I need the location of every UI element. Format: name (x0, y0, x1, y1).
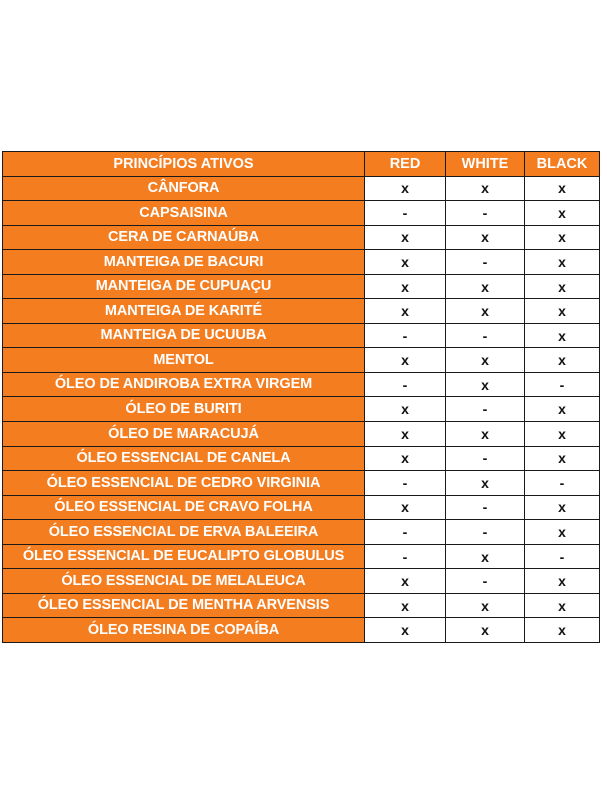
red-mark: x (365, 274, 446, 299)
ingredient-name: ÓLEO ESSENCIAL DE CANELA (3, 446, 365, 471)
black-mark: x (525, 593, 600, 618)
ingredient-name: CAPSAISINA (3, 201, 365, 226)
ingredient-name: ÓLEO ESSENCIAL DE EUCALIPTO GLOBULUS (3, 544, 365, 569)
table-row (3, 348, 600, 373)
white-mark: x (446, 274, 525, 299)
red-mark: x (365, 299, 446, 324)
ingredients-table-container (2, 151, 599, 643)
ingredient-name: MANTEIGA DE UCUUBA (3, 323, 365, 348)
white-mark: - (446, 446, 525, 471)
header-white: WHITE (446, 152, 525, 177)
white-mark: - (446, 323, 525, 348)
red-mark: - (365, 520, 446, 545)
ingredient-name: ÓLEO DE MARACUJÁ (3, 422, 365, 447)
table-row (3, 422, 600, 447)
ingredient-name: ÓLEO ESSENCIAL DE MELALEUCA (3, 569, 365, 594)
red-mark: x (365, 348, 446, 373)
white-mark: - (446, 569, 525, 594)
white-mark: - (446, 520, 525, 545)
table-row (3, 618, 600, 643)
white-mark: x (446, 422, 525, 447)
table-row (3, 471, 600, 496)
ingredient-name: MANTEIGA DE KARITÉ (3, 299, 365, 324)
table-row (3, 176, 600, 201)
white-mark: - (446, 397, 525, 422)
black-mark: x (525, 348, 600, 373)
black-mark: x (525, 446, 600, 471)
red-mark: x (365, 225, 446, 250)
black-mark: x (525, 569, 600, 594)
table-row (3, 520, 600, 545)
ingredient-name: MENTOL (3, 348, 365, 373)
table-row (3, 274, 600, 299)
table-row (3, 446, 600, 471)
red-mark: x (365, 593, 446, 618)
ingredient-name: ÓLEO ESSENCIAL DE CEDRO VIRGINIA (3, 471, 365, 496)
red-mark: x (365, 618, 446, 643)
table-row (3, 201, 600, 226)
white-mark: x (446, 593, 525, 618)
black-mark: x (525, 250, 600, 275)
table-row (3, 250, 600, 275)
ingredient-name: ÓLEO RESINA DE COPAÍBA (3, 618, 365, 643)
white-mark: - (446, 495, 525, 520)
red-mark: - (365, 323, 446, 348)
black-mark: x (525, 323, 600, 348)
black-mark: x (525, 520, 600, 545)
header-ingredient: PRINCÍPIOS ATIVOS (3, 152, 365, 177)
table-row (3, 323, 600, 348)
black-mark: x (525, 618, 600, 643)
header-row (3, 152, 600, 177)
red-mark: - (365, 372, 446, 397)
black-mark: x (525, 397, 600, 422)
ingredient-name: CÂNFORA (3, 176, 365, 201)
table-row (3, 544, 600, 569)
white-mark: x (446, 618, 525, 643)
header-red: RED (365, 152, 446, 177)
table-row (3, 372, 600, 397)
white-mark: x (446, 176, 525, 201)
table-row (3, 569, 600, 594)
red-mark: x (365, 446, 446, 471)
table-row (3, 299, 600, 324)
header-black: BLACK (525, 152, 600, 177)
white-mark: x (446, 348, 525, 373)
red-mark: - (365, 471, 446, 496)
table-row (3, 397, 600, 422)
red-mark: x (365, 495, 446, 520)
ingredients-table (2, 151, 600, 643)
red-mark: - (365, 201, 446, 226)
red-mark: x (365, 569, 446, 594)
ingredient-name: ÓLEO ESSENCIAL DE MENTHA ARVENSIS (3, 593, 365, 618)
black-mark: x (525, 422, 600, 447)
white-mark: x (446, 372, 525, 397)
black-mark: x (525, 299, 600, 324)
black-mark: x (525, 225, 600, 250)
black-mark: x (525, 201, 600, 226)
black-mark: x (525, 495, 600, 520)
white-mark: x (446, 544, 525, 569)
table-row (3, 225, 600, 250)
ingredient-name: ÓLEO DE ANDIROBA EXTRA VIRGEM (3, 372, 365, 397)
black-mark: x (525, 274, 600, 299)
black-mark: - (525, 372, 600, 397)
black-mark: - (525, 544, 600, 569)
table-row (3, 495, 600, 520)
red-mark: x (365, 422, 446, 447)
red-mark: x (365, 176, 446, 201)
white-mark: x (446, 225, 525, 250)
white-mark: x (446, 471, 525, 496)
black-mark: x (525, 176, 600, 201)
red-mark: x (365, 250, 446, 275)
white-mark: x (446, 299, 525, 324)
table-row (3, 593, 600, 618)
ingredient-name: ÓLEO ESSENCIAL DE CRAVO FOLHA (3, 495, 365, 520)
ingredient-name: CERA DE CARNAÚBA (3, 225, 365, 250)
red-mark: x (365, 397, 446, 422)
ingredient-name: MANTEIGA DE BACURI (3, 250, 365, 275)
ingredient-name: MANTEIGA DE CUPUAÇU (3, 274, 365, 299)
ingredient-name: ÓLEO ESSENCIAL DE ERVA BALEEIRA (3, 520, 365, 545)
white-mark: - (446, 250, 525, 275)
white-mark: - (446, 201, 525, 226)
black-mark: - (525, 471, 600, 496)
table-body (3, 176, 600, 642)
red-mark: - (365, 544, 446, 569)
ingredient-name: ÓLEO DE BURITI (3, 397, 365, 422)
